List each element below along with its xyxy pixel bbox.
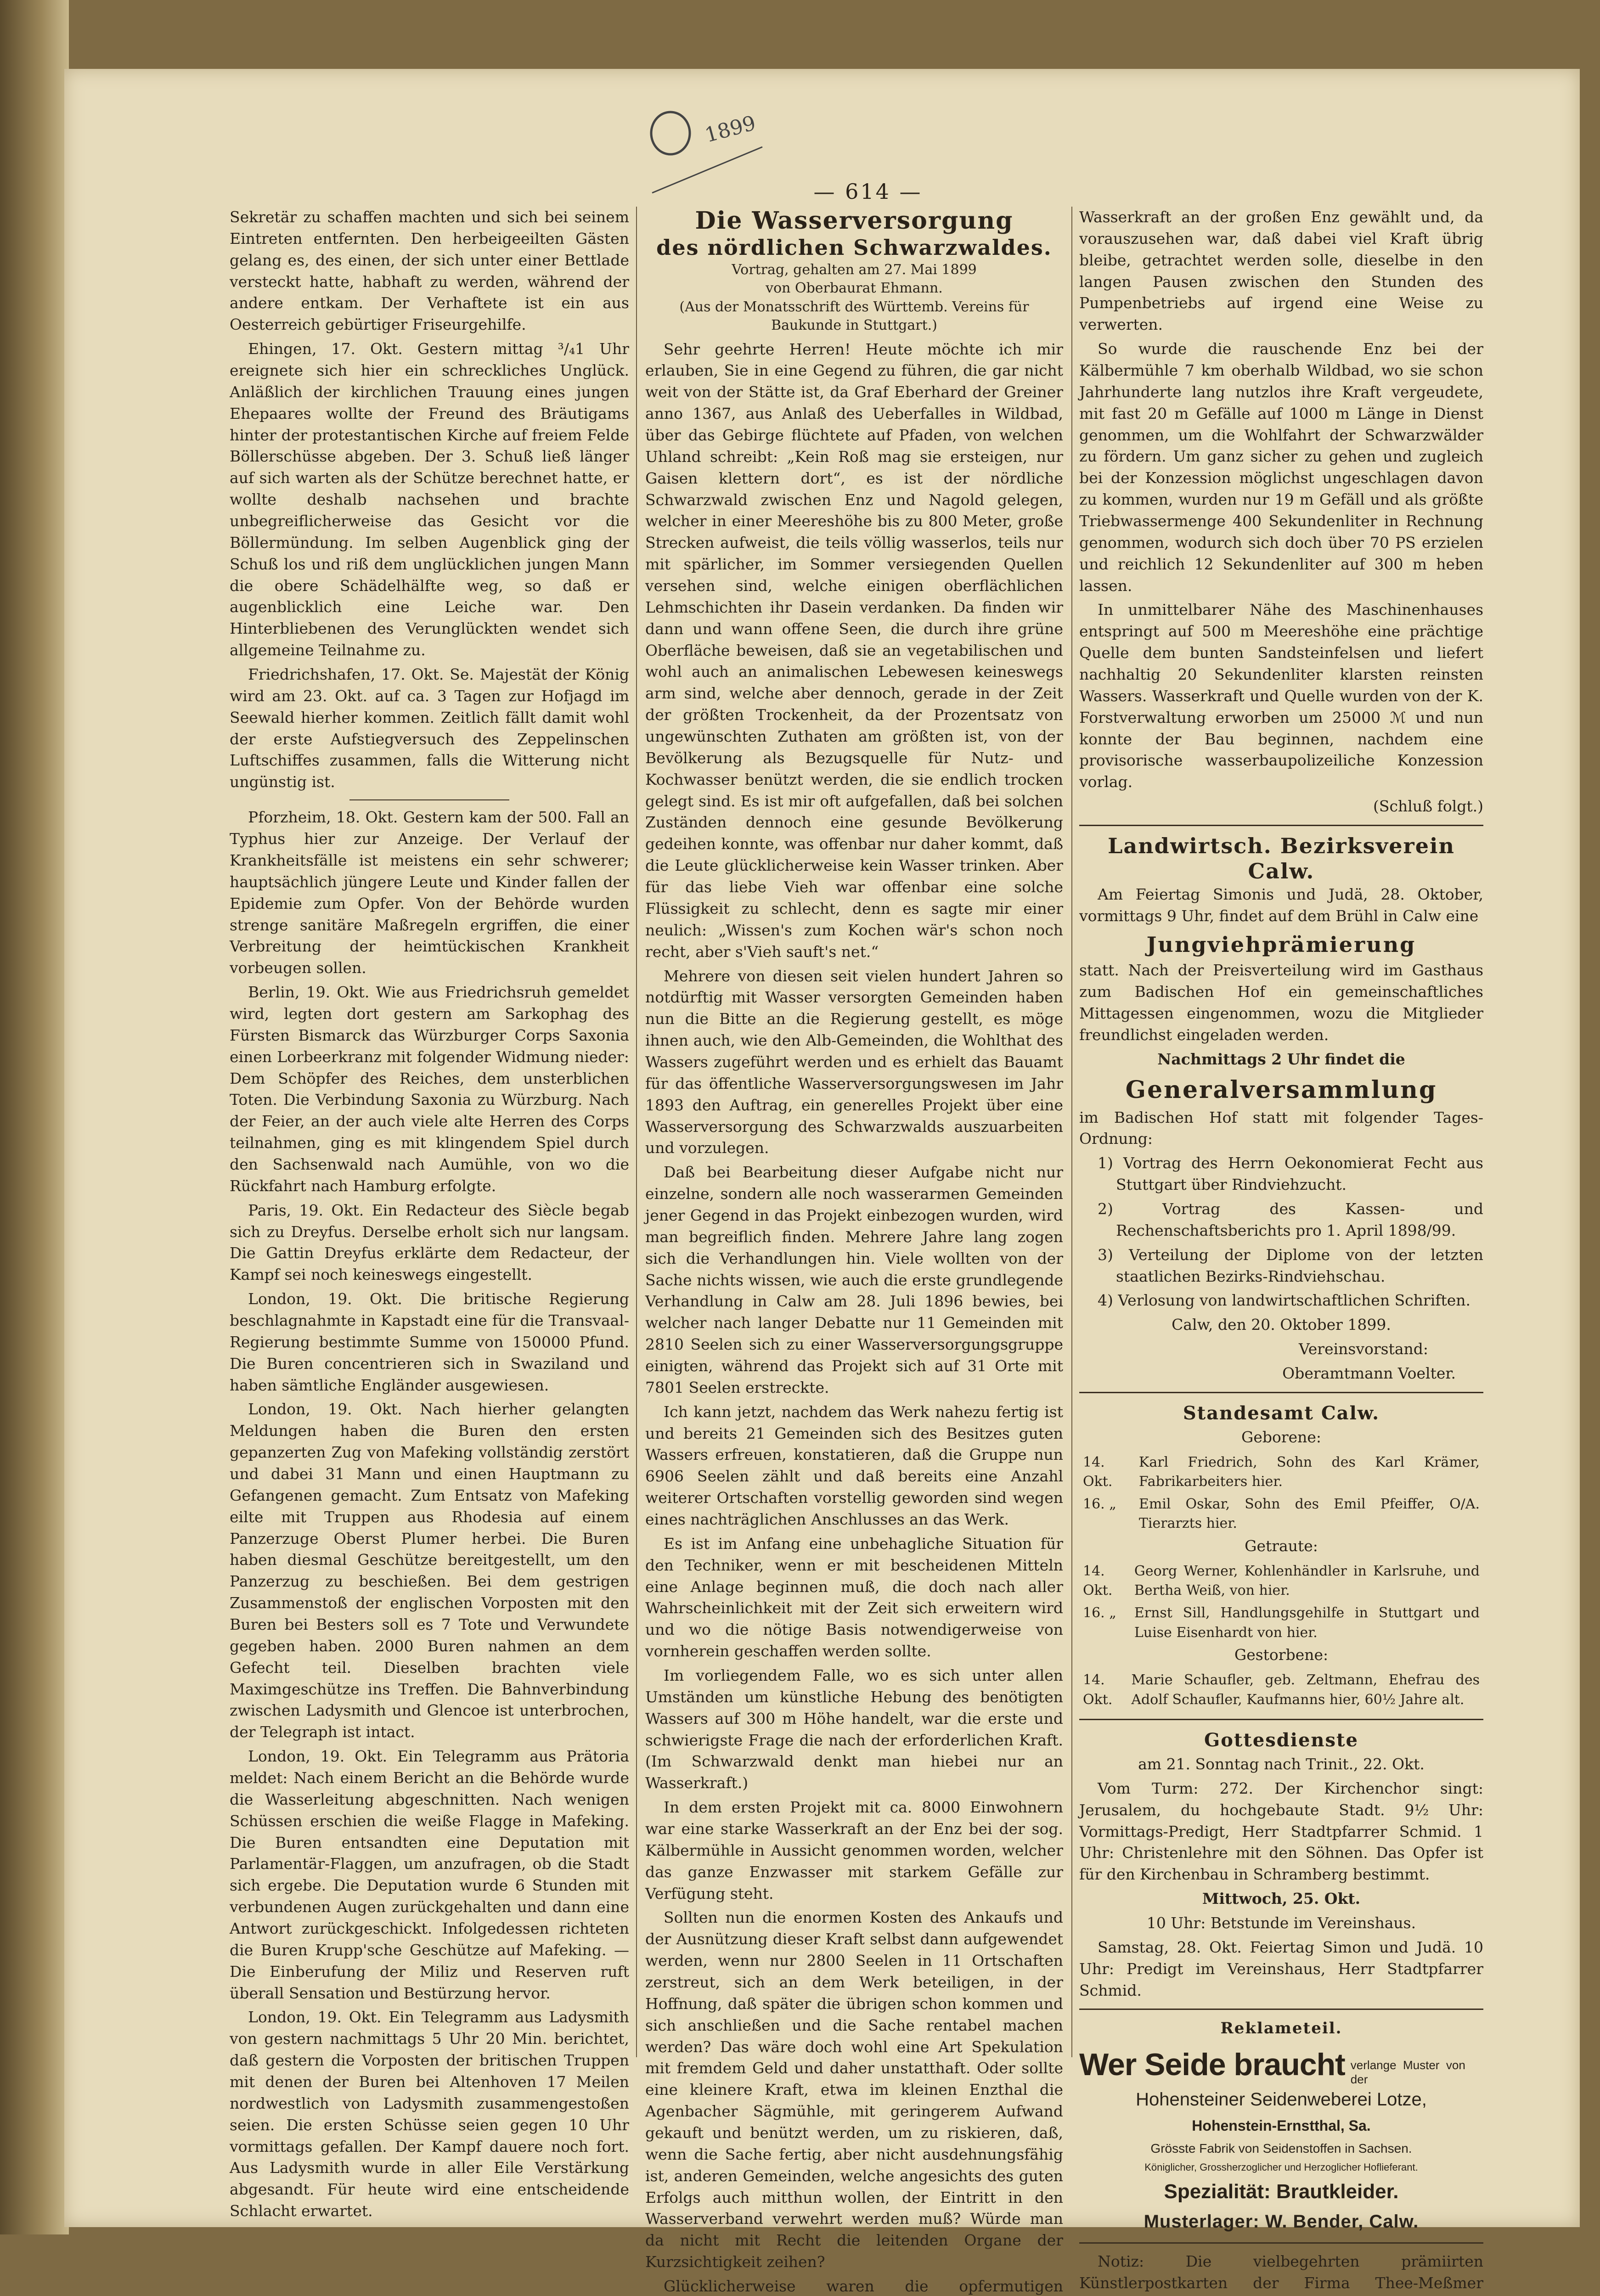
ad-depot: Musterlager: W. Bender, Calw. [1144, 2211, 1419, 2232]
news-paragraph: Sekretär zu schaffen machten und sich bei seinem Eintreten entfernten. Den herbeigeeilten Gästen gelang es, des einen, der sich unter einer Bettlade versteckt hatte, habhaft zu werden, während der andere entkam. Der Verhaftete ist ein aus Oesterreich gebürtiger Friseurgehilfe. [230, 208, 629, 334]
verein-event: Jungviehprämierung [1146, 932, 1416, 957]
article-author: von Oberbaurat Ehmann. [766, 280, 943, 297]
entry-cell: Marie Schaufler, geb. Zeltmann, Ehefrau des Adolf Schaufler, Kaufmanns hier, 60½ Jahre alt. [1131, 1672, 1480, 1708]
news-paragraph: London, 19. Okt. Ein Telegramm aus Prätoria meldet: Nach einem Bericht an die Behörde wurde die Wasserleitung abgeschnitten. Nach wenigen Schüssen erschien die weiße Flagge in Mafeking. Die Buren entsandten eine Deputation mit Parlamentär-Flaggen, um anzufragen, ob die Stadt sich ergebe. Die Deputation wurde 6 Stunden mit verbundenen Augen zurückgehalten und dann eine Antwort zurückgeschickt. Infolgedessen richteten die Buren Krupp'sche Geschütze auf Mafeking. — Die Einberufung der Miliz und Reserven ruft überall Sensation und Bestürzung hervor. [230, 1747, 629, 2002]
date-cell: 16. „ [1083, 1604, 1116, 1621]
divider [1079, 1719, 1483, 1720]
article-paragraph: Daß bei Bearbeitung dieser Aufgabe nicht nur einzelne, sondern alle noch wasserarmen Gemeinden jener Gegend in das Projekt einbezogen wurden, wird man begreiflich finden. Mehrere Jahre lang zogen sich die Verhandlungen hin. Viele wollten von der Sache nichts wissen, wie auch die erste grundlegende Verhandlung in Calw am 28. Juli 1896 bewies, bei welcher nach langer Debatte nur 11 Gemeinden mit 2810 Seelen sich zu einer Wasserversorgungsgruppe einigten, während das Projekt sich auf 31 Orte mit 7801 Seelen erstreckte. [645, 1163, 1063, 1396]
table-row [1080, 1670, 1482, 1711]
news-paragraph: Pforzheim, 18. Okt. Gestern kam der 500. Fall an Typhus hier zur Anzeige. Der Verlauf der Krankheitsfälle ist meistens ein sehr schwerer; hauptsächlich jüngere Leute und Kinder fallen der Epidemie zum Opfer. Von der Behörde wurden strenge sanitäre Maßregeln ergriffen, die einer Verbreitung der heimtückischen Krankheit vorbeugen sollen. [230, 808, 629, 977]
agenda-item: 1) Vortrag des Herrn Oekonomierat Fecht aus Stuttgart über Rindviehzucht. [1098, 1154, 1483, 1194]
divider [1079, 2009, 1483, 2010]
ad-headline: Wer Seide braucht [1079, 2047, 1345, 2082]
verein-signature-label: Vereinsvorstand: [1298, 1340, 1428, 1358]
ad-specialty: Spezialität: Brautkleider. [1164, 2180, 1399, 2203]
news-paragraph: London, 19. Okt. Die britische Regierung beschlagnahmte in Kapstadt eine für die Transvaal-Regierung bestimmte Summe von 150000 Pfund. Die Buren concentrieren sich in Swaziland und haben sämtliche Engländer ausgewiesen. [230, 1290, 629, 1394]
entry-cell: Karl Friedrich, Sohn des Karl Krämer, Fabrikarbeiters hier. [1138, 1454, 1480, 1490]
column-article [645, 207, 1063, 2296]
verein-agenda-intro: im Badischen Hof statt mit folgender Tages-Ordnung: [1079, 1108, 1483, 1148]
article-subtitle: Vortrag, gehalten am 27. Mai 1899 [732, 261, 977, 278]
died-table [1079, 1669, 1483, 1711]
ad-tagline: Grösste Fabrik von Seidenstoffen in Sachsen. [1150, 2141, 1412, 2155]
married-label: Getraute: [1245, 1536, 1318, 1555]
entry-cell: Ernst Sill, Handlungsgehilfe in Stuttgart und Luise Eisenhardt von hier. [1134, 1604, 1480, 1641]
ad-court: Königlicher, Grossherzoglicher und Herzoglicher Hoflieferant. [1144, 2161, 1418, 2173]
verein-date: Calw, den 20. Oktober 1899. [1172, 1316, 1391, 1334]
article-paragraph: In dem ersten Projekt mit ca. 8000 Einwohnern war eine starke Wasserkraft an der Enz bei der sog. Kälbermühle in Aussicht genommen worden, welcher das ganze Enzwasser mit starkem Gefälle zur Verfügung steht. [645, 1798, 1063, 1902]
news-paragraph: Friedrichshafen, 17. Okt. Se. Majestät der König wird am 23. Okt. auf ca. 3 Tagen zur Hofjagd im Seewald hierher kommen. Zeitlich fällt damit wohl der erste Aufstiegversuch des Zeppelinschen Luftschiffes zusammen, falls die Witterung nicht ungünstig ist. [230, 665, 629, 791]
article-paragraph: Mehrere von diesen seit vielen hundert Jahren so notdürftig mit Wasser versorgten Gemeinden haben nun die Bitte an die Regierung gestellt, es möge ihnen auch, wie den Alb-Gemeinden, die Wohlthat des Wassers zugeführt werden und es erhielt das Bauamt für das öffentliche Wasserversorgungswesen im Jahr 1893 den Auftrag, ein generelles Projekt über eine Wasserversorgung des Schwarzwalds auszuarbeiten und vorzulegen. [645, 967, 1063, 1157]
column-news [230, 207, 629, 2220]
entry-cell: Georg Werner, Kohlenhändler in Karlsruhe, und Bertha Weiß, von hier. [1134, 1563, 1480, 1599]
agenda-item: 3) Verteilung der Diplome von der letzten staatlichen Bezirks-Rindviehschau. [1098, 1245, 1483, 1285]
article-paragraph: Im vorliegendem Falle, wo es sich unter allen Umständen um künstliche Hebung des benötigten Wassers auf 300 m Höhe handelt, war die erste und schwierigste Frage die nach der erforderlichen Kraft. (Im Schwarzwald denkt man hiebei nur an Wasserkraft.) [645, 1666, 1063, 1792]
article-title: Die Wasserversorgung [695, 207, 1014, 235]
divider [1079, 825, 1483, 826]
date-cell: 14. Okt. [1083, 1454, 1113, 1490]
article-paragraph: In unmittelbarer Nähe des Maschinenhauses entspringt auf 500 m Meereshöhe eine prächtige Quelle dem bunten Sandsteinfelsen und liefert nachhaltig 20 Sekundenliter klarsten reinsten Wassers. Wasserkraft und Quelle wurden von der K. Forstverwaltung erworben um 25000 ℳ und nun konnte der Bau beginnen, nachdem eine provisorische wasserbaupolizeiliche Konzession vorlag. [1079, 601, 1483, 791]
gottesdienste-text: Vom Turm: 272. Der Kirchenchor singt: Jerusalem, du hochgebaute Stadt. 9½ Uhr: Vormittags-Predigt, Herr Stadtpfarrer Schmid. 1 Uhr: Christenlehre mit den Söhnen. Das Opfer ist für den Kirchenbau in Schramberg bestimmt. [1079, 1779, 1483, 1884]
entry-cell: Emil Oskar, Sohn des Emil Pfeiffer, O/A. Tierarzts hier. [1138, 1496, 1480, 1532]
divider [1079, 1392, 1483, 1393]
continued-note: (Schluß folgt.) [1373, 797, 1483, 816]
table-row [1080, 1494, 1482, 1535]
verein-intro: Am Feiertag Simonis und Judä, 28. Oktober, vormittags 9 Uhr, findet auf dem Brühl in Calw eine [1079, 885, 1483, 925]
verein-title: Landwirtsch. Bezirksverein Calw. [1108, 833, 1455, 884]
date-cell: 16. „ [1083, 1496, 1116, 1512]
table-row [1080, 1452, 1482, 1493]
column-divider [636, 207, 637, 2057]
married-table [1079, 1560, 1483, 1644]
verein-afternoon: Nachmittags 2 Uhr findet die [1157, 1050, 1405, 1068]
date-cell: 14. Okt. [1083, 1563, 1113, 1599]
article-paragraph: Wasserkraft an der großen Enz gewählt und, da vorauszusehen war, daß dabei viel Kraft übrig bleibe, getrachtet werden solle, dieselbe in den langen Pausen zwischen den Stunden des Pumpenbetriebs auf irgend eine Weise zu verwerten. [1079, 208, 1483, 334]
died-label: Gestorbene: [1234, 1646, 1329, 1664]
standesamt-title: Standesamt Calw. [1183, 1402, 1380, 1424]
gottesdienste-text: Samstag, 28. Okt. Feiertag Simon und Judä. 10 Uhr: Predigt im Vereinshaus, Herr Stadtpfarrer Schmid. [1079, 1938, 1483, 1999]
born-table [1079, 1451, 1483, 1536]
gottesdienste-text: 10 Uhr: Betstunde im Vereinshaus. [1146, 1914, 1416, 1932]
news-paragraph: Berlin, 19. Okt. Wie aus Friedrichsruh gemeldet wird, legten dort gestern am Sarkophag des Fürsten Bismarck das Würzburger Corps Saxonia einen Lorbeerkranz mit folgender Widmung nieder: Dem Schöpfer des Reiches, dem unsterblichen Toten. Die Verbindung Saxonia zu Würzburg. Nach der Feier, an der auch viele alte Herren des Corps teilnahmen, ging es mit klingendem Spiel durch den Sachsenwald nach Aumühle, von wo die Rückfahrt nach Hamburg erfolgte. [230, 983, 629, 1195]
handwritten-annotation [643, 106, 781, 197]
ad-notice: Notiz: Die vielbegehrten prämiirten Künstlerpostkarten der Firma Thee-Meßmer [1079, 2252, 1483, 2292]
gottesdienste-title: Gottesdienste [1204, 1729, 1358, 1751]
ad-company: Hohensteiner Seidenweberei Lotze, [1136, 2089, 1427, 2110]
news-paragraph: Paris, 19. Okt. Ein Redacteur des Siècle begab sich zu Dreyfus. Derselbe erholt sich nur langsam. Die Gattin Dreyfus erklärte dem Redacteur, der Kampf sei noch keineswegs eingestellt. [230, 1201, 629, 1284]
reklame-title: Reklameteil. [1220, 2019, 1342, 2038]
article-paragraph: Ich kann jetzt, nachdem das Werk nahezu fertig ist und bereits 21 Gemeinden sich des Besitzes guten Wassers erfreuen, konstatieren, daß die Gruppe nun 6906 Seelen zählt und daß bereits eine Anzahl weiterer Ortschaften vorstellig geworden sind wegen eines nachträglichen Anschlusses an das Werk. [645, 1402, 1063, 1528]
verein-text: statt. Nach der Preisverteilung wird im Gasthaus zum Badischen Hof ein gemeinschaftliches Mittagessen eingenommen, wozu die Mitglieder freundlichst eingeladen werden. [1079, 961, 1483, 1044]
column-notices [1079, 207, 1483, 2292]
article-title-line2: des nördlichen Schwarzwaldes. [656, 235, 1052, 260]
ad-place: Hohenstein-Ernstthal, Sa. [1192, 2117, 1371, 2134]
born-label: Geborene: [1241, 1428, 1322, 1446]
agenda-item: 2) Vortrag des Kassen- und Rechenschaftsberichts pro 1. April 1898/99. [1098, 1200, 1483, 1239]
divider [1079, 2242, 1483, 2244]
article-paragraph: So wurde die rauschende Enz bei der Kälbermühle 7 km oberhalb Wildbad, wo sie schon Jahrhunderte lang nutzlos ihre Kraft vergeudete, mit fast 20 m Gefälle auf 1000 m Länge in Dienst genommen, um die Wohlfahrt der Schwarzwälder zu fördern. Um ganz sicher zu gehen und zugleich bei der Konzession möglichst ungeschlagen davon zu kommen, wurden nur 19 m Gefäll und als größte Triebwassermenge 400 Sekundenliter in Rechnung genommen, wodurch sich doch über 70 PS erzielen und reichlich 12 Sekundenliter auf 300 m heben lassen. [1079, 340, 1483, 595]
verein-assembly: Generalversammlung [1125, 1075, 1437, 1104]
date-cell: 14. Okt. [1083, 1672, 1113, 1708]
annotation-year: 1899 [702, 111, 759, 147]
gottesdienste-date: Mittwoch, 25. Okt. [1202, 1890, 1361, 1908]
divider [349, 799, 509, 800]
table-row [1080, 1603, 1482, 1643]
article-paragraph: Sollten nun die enormen Kosten des Ankaufs und der Ausnützung dieser Kraft selbst dann aufgewendet werden, wenn nur 2800 Seelen in 11 Ortschaften zerstreut, sich an dem Werk beteiligen, in der Hoffnung, daß später die übrigen schon kommen und sich anschließen und die Sache rentabel machen werden? Das wäre doch wohl eine Art Spekulation mit fremdem Geld und daher unstatthaft. Oder sollte eine kleinere Kraft, etwa im kleinen Enzthal die Agenbacher Sägmühle, mit geringerem Aufwand gekauft und benützt werden, um zu riskieren, daß, wenn die Sache fertig, aber nicht ausdehnungsfähig ist, anderen Gemeinden, welche angesichts des guten Erfolgs auch mitthun wollen, der Eintritt in den Wasserverband verwehrt werden muß? Würde man da nicht mit Recht die leitenden Organe der Kurzsichtigkeit zeihen? [645, 1908, 1063, 2271]
article-paragraph: Sehr geehrte Herren! Heute möchte ich mir erlauben, Sie in eine Gegend zu führen, die gar nicht weit von der Stätte ist, da Graf Eberhard der Greiner anno 1367, aus Anlaß des Ueberfalles in Wildbad, über das Gebirge flüchtete auf Pfaden, von welchen Uhland schreibt: „Kein Roß mag sie ersteigen, nur Gaisen klettern dort“, es ist der nördliche Schwarzwald zwischen Enz und Nagold gelegen, welcher in einer Meereshöhe bis zu 800 Meter, große Strecken aufweist, die teils völlig wasserlos, teils nur mit spärlicher, im Sommer versiegenden Quellen versehen sind, welche einigen oberflächlichen Lehmschichten ihr Dasein verdanken. Da finden wir dann und wann offene Seen, die durch ihre grüne Oberfläche beweisen, daß sie an vegetabilischen und wohl auch an animalischen Lebewesen keineswegs arm sind, welche aber dennoch, gerade in der Zeit der größten Trockenheit, da der Prozentsatz von ungewünschten Zuthaten am größten ist, von der Bevölkerung als Bezugsquelle für Nutz- und Kochwasser benützt werden, die sie endlich trocken gelegt sind. Es ist mir oft aufgefallen, daß bei solchen Zuständen dennoch eine gesunde Bevölkerung gedeihen konnte, was offenbar nur daher kommt, daß die Leute glücklicherweise kein Wasser trinken. Aber für das liebe Vieh war offenbar eine solche Flüssigkeit zu schlecht, denn es sagte mir einer neulich: „Wissen's zum Kochen wär's schon noch recht, aber s'Vieh sauft's net.“ [645, 340, 1063, 961]
news-paragraph: London, 19. Okt. Ein Telegramm aus Ladysmith von gestern nachmittags 5 Uhr 20 Min. berichtet, daß gestern die Vorposten der britischen Truppen mit denen der Buren bei Altenhoven 17 Meilen nordwestlich von Ladysmith zusammengestoßen seien. Die ersten Schüsse seien gegen 10 Uhr vormittags gefallen. Der Kampf dauere noch fort. Aus Ladysmith wurde in aller Eile Verstärkung abgesandt. Für heute wird eine entscheidende Schlacht erwartet. [230, 2008, 629, 2220]
agenda-item: 4) Verlosung von landwirtschaftlichen Schriften. [1098, 1291, 1470, 1310]
gottesdienste-date: am 21. Sonntag nach Trinit., 22. Okt. [1138, 1755, 1425, 1773]
ad-subline: verlange Muster von der [1350, 2058, 1465, 2087]
article-source: (Aus der Monatsschrift des Württemb. Vereins für Baukunde in Stuttgart.) [679, 298, 1029, 334]
news-paragraph: London, 19. Okt. Nach hierher gelangten Meldungen haben die Buren den ersten gepanzerten Zug von Mafeking vollständig zerstört und dabei 31 Mann und einen Hauptmann zu Gefangenen gemacht. Zum Entsatz von Mafeking eilte mit Truppen aus Rhodesia auf einem Panzerzuge Oberst Plumer herbei. Die Buren haben diesmal Geschütze bereitgestellt, um den Panzerzug zu beschießen. Bei dem gestrigen Zusammenstoß der englischen Vorposten mit den Buren bei Besters soll es 7 Tote und Verwundete gegeben haben. 2000 Buren nahmen an dem Gefecht teil. Dieselben brachten viele Maximgeschütze ins Treffen. Die Bahnverbindung zwischen Ladysmith und Glencoe ist unterbrochen, der Telegraph ist intact. [230, 1400, 629, 1741]
column-divider [1071, 207, 1072, 2057]
news-paragraph: Ehingen, 17. Okt. Gestern mittag ³/₄1 Uhr ereignete sich hier ein schreckliches Unglück. Anläßlich der kirchlichen Trauung eines jungen Ehepaares wollte der Freund des Bräutigams hinter der protestantischen Kirche auf freiem Felde Böllerschüsse abgeben. Der 3. Schuß ließ länger auf sich warten als der Schütze berechnet hatte, er wollte deshalb nachsehen und brachte unbegreiflicherweise das Gesicht vor die Böllermündung. Im selben Augenblick ging der Schuß los und riß dem unglücklichen jungen Mann die obere Schädelhälfte weg, so daß er augenblicklich eine Leiche war. Den Hinterbliebenen des Verunglückten wendet sich allgemeine Teilnahme zu. [230, 340, 629, 659]
article-paragraph: Glücklicherweise waren die opfermutigen [664, 2277, 1063, 2296]
page-edge [0, 0, 69, 2234]
page-number: — 614 — [813, 179, 923, 204]
article-paragraph: Es ist im Anfang eine unbehagliche Situation für den Techniker, wenn er mit bescheidenen Mitteln eine Anlage beginnen muß, die doch nach aller Wahrscheinlichkeit mit der Zeit sich erweitern wird und wo die nötige Basis notwendigerweise von vornherein geschaffen werden sollte. [645, 1534, 1063, 1660]
ad-header [1079, 2043, 1483, 2087]
table-row [1080, 1561, 1482, 1602]
verein-signature: Oberamtmann Voelter. [1282, 1364, 1456, 1383]
